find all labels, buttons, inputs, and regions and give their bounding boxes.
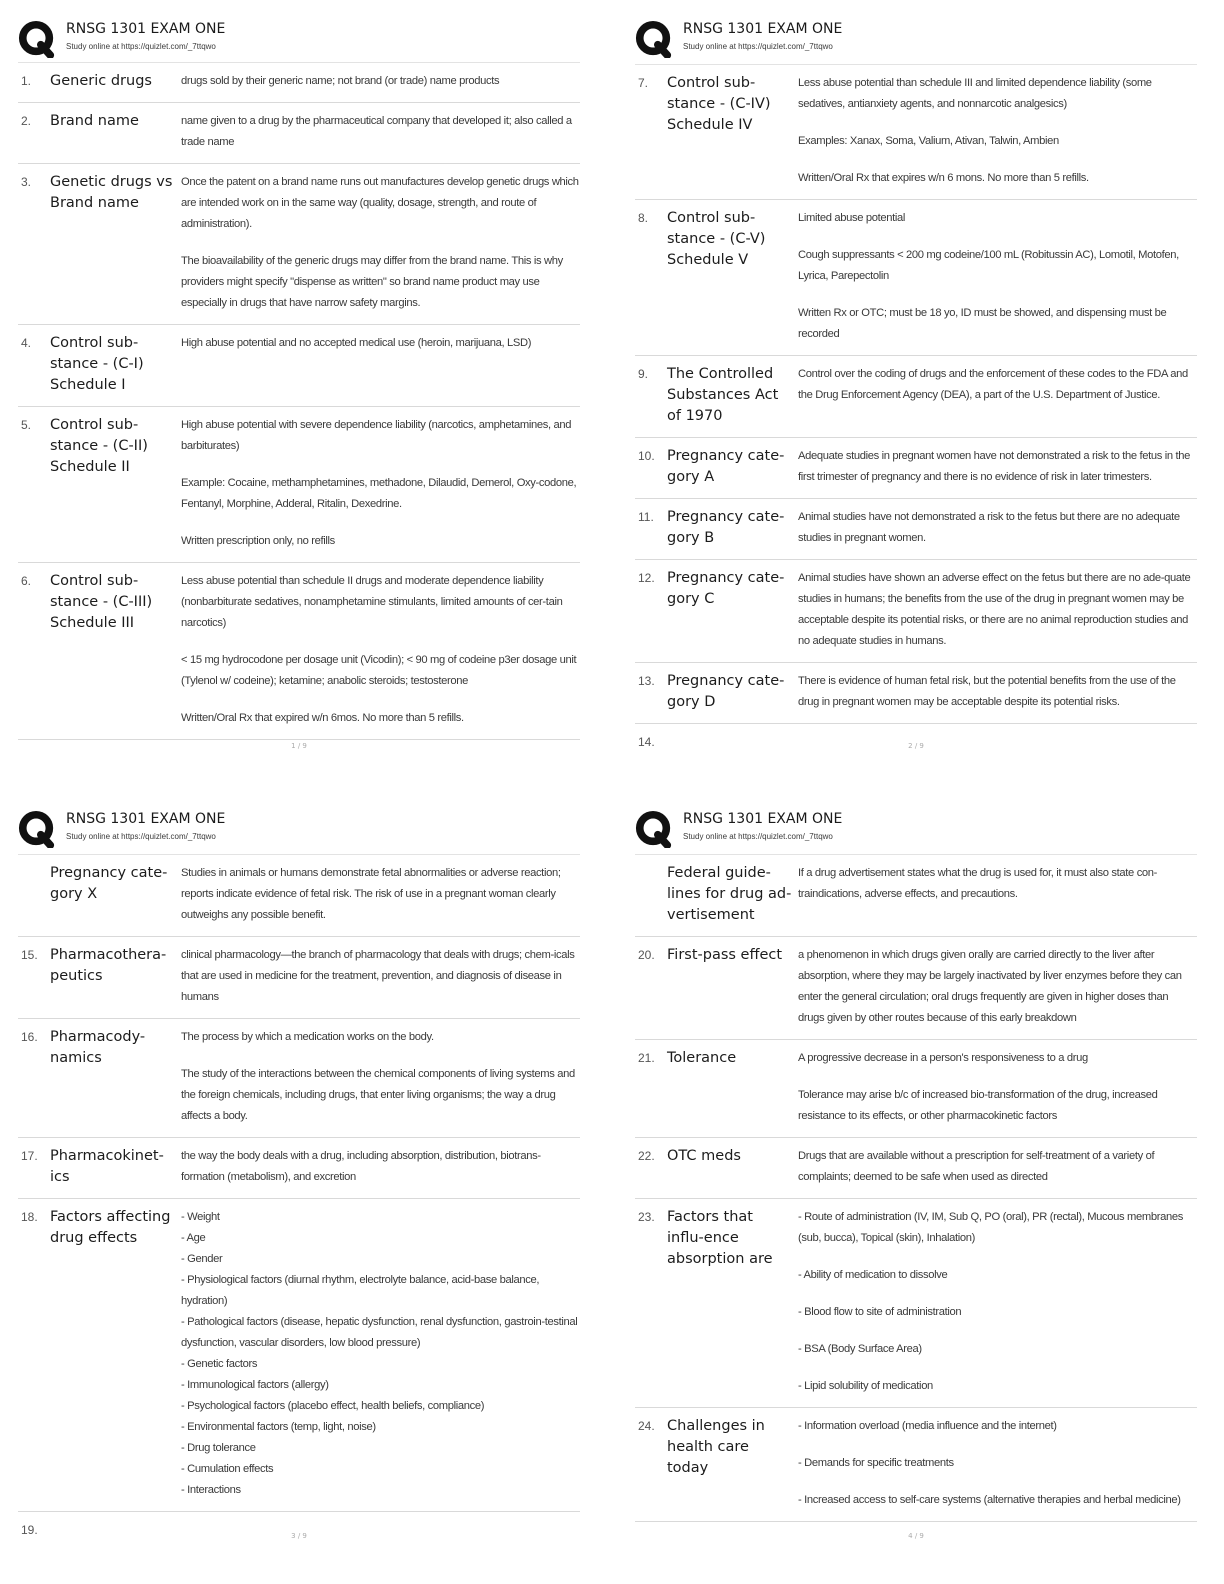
card-definition	[798, 1416, 1197, 1511]
definition-paragraph: - Demands for specific treatments	[798, 1457, 954, 1469]
flashcard-row	[18, 62, 580, 103]
page-3	[18, 808, 580, 1548]
card-term: Control sub-stance - (C-V) Schedule V	[667, 210, 766, 268]
definition-paragraph: a phenomenon in which drugs given orally are carried directly to the liver after absorption, where they may be largely inactivated by liver enzymes before they can enter the general circulation; oral drugs frequently are given in higher doses than drugs given by other routes because of this early breakdown	[798, 949, 1182, 1024]
card-list	[18, 852, 580, 1548]
card-definition	[798, 446, 1197, 488]
card-number: 9.	[638, 367, 649, 381]
definition-paragraph: Limited abuse potential	[798, 212, 906, 224]
card-term: Tolerance	[667, 1050, 737, 1066]
page-header	[635, 18, 1197, 62]
card-definition	[181, 1027, 580, 1127]
card-term: Control sub-stance - (C-IV) Schedule IV	[667, 75, 771, 133]
card-term: Brand name	[50, 113, 139, 129]
card-term: Control sub-stance - (C-II) Schedule II	[50, 417, 148, 475]
card-definition	[798, 208, 1197, 345]
definition-paragraph: Animal studies have not demonstrated a risk to the fetus but there are no adequate studies in pregnant women.	[798, 511, 1180, 544]
flashcard-row	[635, 663, 1197, 724]
card-list	[635, 852, 1197, 1522]
definition-paragraph: A progressive decrease in a person's responsiveness to a drug	[798, 1052, 1088, 1064]
card-number: 14.	[638, 735, 655, 749]
card-term: Generic drugs	[50, 73, 152, 89]
card-definition	[798, 1048, 1197, 1127]
card-term: Pregnancy cate-gory D	[667, 673, 785, 710]
flashcard-row	[18, 325, 580, 407]
flashcard-row	[635, 1408, 1197, 1522]
card-number: 11.	[638, 510, 654, 524]
page-footer: 2 / 9	[908, 742, 924, 750]
quizlet-logo-icon	[635, 810, 673, 848]
definition-paragraph: - Lipid solubility of medication	[798, 1380, 933, 1392]
definition-paragraph: name given to a drug by the pharmaceutical company that developed it; also called a trade name	[181, 115, 572, 148]
card-definition	[181, 71, 580, 92]
definition-paragraph: - Information overload (media influence and the internet)	[798, 1420, 1057, 1432]
card-number: 16.	[21, 1030, 38, 1044]
flashcard-row	[635, 1040, 1197, 1138]
doc-subtitle: Study online at https://quizlet.com/_7ttqwo	[66, 832, 216, 841]
definition-paragraph: Cough suppressants < 200 mg codeine/100 mL (Robitussin AC), Lomotil, Motofen, Lyrica, Parepectolin	[798, 249, 1179, 282]
definition-paragraph: If a drug advertisement states what the drug is used for, it must also state con-traindications, adverse effects, and precautions.	[798, 867, 1158, 900]
card-term: Factors that influ-ence absorption are	[667, 1209, 773, 1267]
page-header	[635, 808, 1197, 852]
definition-paragraph: Once the patent on a brand name runs out manufactures develop genetic drugs which are intended work on in the same way (quality, dosage, strength, and route of administration).	[181, 176, 579, 230]
definition-paragraph: Less abuse potential than schedule III and limited dependence liability (some sedatives, antianxiety agents, and nonnarcotic analgesics)	[798, 77, 1152, 110]
card-number: 23.	[638, 1210, 655, 1224]
card-definition	[181, 571, 580, 729]
card-definition	[181, 172, 580, 314]
doc-title: RNSG 1301 EXAM ONE	[683, 21, 843, 37]
card-definition	[798, 364, 1197, 427]
flashcard-row	[635, 499, 1197, 560]
doc-title: RNSG 1301 EXAM ONE	[66, 811, 226, 827]
card-definition	[798, 568, 1197, 652]
card-term: First-pass effect	[667, 947, 783, 963]
flashcard-row	[635, 356, 1197, 438]
doc-title: RNSG 1301 EXAM ONE	[683, 811, 843, 827]
card-term: Pharmacothera-peutics	[50, 947, 167, 984]
definition-paragraph: Written prescription only, no refills	[181, 535, 335, 547]
definition-paragraph: drugs sold by their generic name; not brand (or trade) name products	[181, 75, 500, 87]
flashcard-row	[635, 200, 1197, 356]
definition-paragraph: Written/Oral Rx that expired w/n 6mos. No more than 5 refills.	[181, 712, 464, 724]
card-list	[18, 62, 580, 740]
doc-title: RNSG 1301 EXAM ONE	[66, 21, 226, 37]
page-header	[18, 808, 580, 852]
card-number: 5.	[21, 418, 32, 432]
doc-subtitle: Study online at https://quizlet.com/_7ttqwo	[683, 42, 833, 51]
card-number: 19.	[21, 1523, 38, 1537]
flashcard-row	[635, 1138, 1197, 1199]
flashcard-row	[18, 1019, 580, 1138]
card-number: 13.	[638, 674, 655, 688]
card-number: 3.	[21, 175, 32, 189]
card-number: 22.	[638, 1149, 655, 1163]
card-definition	[181, 111, 580, 153]
card-definition	[798, 73, 1197, 189]
flashcard-row	[635, 560, 1197, 663]
page-footer: 3 / 9	[291, 1532, 307, 1540]
card-number: 15.	[21, 948, 38, 962]
definition-paragraph: Adequate studies in pregnant women have not demonstrated a risk to the fetus in the first trimester of pregnancy and there is no evidence of risk in later trimesters.	[798, 450, 1190, 483]
card-number: 8.	[638, 211, 649, 225]
flashcard-row	[18, 937, 580, 1019]
page-header	[18, 18, 580, 62]
card-number: 7.	[638, 76, 649, 90]
card-definition	[798, 863, 1197, 926]
definition-paragraph: Written/Oral Rx that expires w/n 6 mons. No more than 5 refills.	[798, 172, 1089, 184]
definition-paragraph: There is evidence of human fetal risk, but the potential benefits from the use of the drug in pregnant women may be acceptable despite its potential risks.	[798, 675, 1176, 708]
definition-paragraph: - BSA (Body Surface Area)	[798, 1343, 922, 1355]
definition-paragraph: The bioavailability of the generic drugs may differ from the brand name. This is why providers might specify "dispense as written" so brand name product may use especially in drugs that have narrow safety margins.	[181, 255, 563, 309]
card-list	[635, 62, 1197, 758]
flashcard-row	[635, 64, 1197, 200]
card-definition	[798, 945, 1197, 1029]
flashcard-row	[18, 1199, 580, 1512]
flashcard-row	[18, 407, 580, 563]
flashcard-row	[18, 854, 580, 937]
card-number: 17.	[21, 1149, 38, 1163]
flashcard-row	[18, 103, 580, 164]
page-2	[635, 18, 1197, 758]
card-number: 24.	[638, 1419, 655, 1433]
definition-paragraph: - Blood flow to site of administration	[798, 1306, 962, 1318]
definition-paragraph: Tolerance may arise b/c of increased bio-transformation of the drug, increased resistance to its effects, or other pharmacokinetic factors	[798, 1089, 1158, 1122]
definition-paragraph: - Ability of medication to dissolve	[798, 1269, 948, 1281]
page-1	[18, 18, 580, 758]
definition-paragraph: Less abuse potential than schedule II drugs and moderate dependence liability (nonbarbiturate sedatives, nonamphetamine stimulants, limited amounts of cer-tain narcotics)	[181, 575, 563, 629]
flashcard-row	[18, 164, 580, 325]
card-definition	[181, 415, 580, 552]
definition-paragraph: Animal studies have shown an adverse effect on the fetus but there are no ade-quate studies in humans; the benefits from the use of the drug in pregnant women may be acceptable despite its potential risks, or there are no animal reproduction studies and no adequate studies in humans.	[798, 572, 1191, 647]
flashcard-row	[635, 724, 1197, 758]
card-term: Pregnancy cate-gory A	[667, 448, 785, 485]
flashcard-row	[18, 1512, 580, 1548]
page-4	[635, 808, 1197, 1548]
page-footer: 4 / 9	[908, 1532, 924, 1540]
card-term: Control sub-stance - (C-III) Schedule III	[50, 573, 153, 631]
card-definition	[798, 1207, 1197, 1397]
card-term: Factors affecting drug effects	[50, 1209, 171, 1246]
flashcard-row	[18, 563, 580, 740]
definition-paragraph: - Route of administration (IV, IM, Sub Q, PO (oral), PR (rectal), Mucous membranes (sub, bucca), Topical (skin), Inhalation)	[798, 1211, 1183, 1244]
quizlet-logo-icon	[18, 810, 56, 848]
card-number: 1.	[21, 74, 32, 88]
flashcard-row	[635, 854, 1197, 937]
flashcard-row	[635, 1199, 1197, 1408]
card-definition	[181, 1207, 580, 1501]
page-footer: 1 / 9	[291, 742, 307, 750]
definition-paragraph: The study of the interactions between the chemical components of living systems and the foreign chemicals, including drugs, that enter living organisms; the way a drug affects a body.	[181, 1068, 575, 1122]
card-number: 20.	[638, 948, 655, 962]
flashcard-row	[635, 937, 1197, 1040]
definition-paragraph: the way the body deals with a drug, including absorption, distribution, biotrans-formation (metabolism), and excretion	[181, 1150, 541, 1183]
card-term: Pregnancy cate-gory X	[50, 865, 168, 902]
card-number: 2.	[21, 114, 32, 128]
flashcard-row	[635, 438, 1197, 499]
definition-paragraph: Studies in animals or humans demonstrate fetal abnormalities or adverse reaction; reports indicate evidence of fetal risk. The risk of use in a pregnant woman clearly outweighs any possible benefit.	[181, 867, 561, 921]
card-definition	[181, 333, 580, 396]
card-definition	[181, 863, 580, 926]
card-term: Control sub-stance - (C-I) Schedule I	[50, 335, 144, 393]
card-number: 6.	[21, 574, 32, 588]
definition-paragraph: Written Rx or OTC; must be 18 yo, ID must be showed, and dispensing must be recorded	[798, 307, 1167, 340]
doc-subtitle: Study online at https://quizlet.com/_7ttqwo	[66, 42, 216, 51]
definition-paragraph: clinical pharmacology—the branch of pharmacology that deals with drugs; chem-icals that are used in medicine for the treatment, prevention, and diagnosis of disease in humans	[181, 949, 575, 1003]
definition-paragraph: Control over the coding of drugs and the enforcement of these codes to the FDA and the Drug Enforcement Agency (DEA), a part of the U.S. Department of Justice.	[798, 368, 1188, 401]
card-definition	[181, 945, 580, 1008]
doc-subtitle: Study online at https://quizlet.com/_7ttqwo	[683, 832, 833, 841]
card-definition	[798, 1146, 1197, 1188]
card-term: Challenges in health care today	[667, 1418, 765, 1476]
card-term: Pregnancy cate-gory B	[667, 509, 785, 546]
card-term: Pharmacokinet-ics	[50, 1148, 164, 1185]
card-number: 18.	[21, 1210, 38, 1224]
card-number: 10.	[638, 449, 655, 463]
definition-paragraph: High abuse potential with severe dependence liability (narcotics, amphetamines, and barbiturates)	[181, 419, 572, 452]
card-number: 12.	[638, 571, 655, 585]
card-number	[18, 863, 50, 926]
card-term: Pharmacody-namics	[50, 1029, 146, 1066]
card-definition	[181, 1146, 580, 1188]
card-term: Genetic drugs vs Brand name	[50, 174, 173, 211]
card-term: Federal guide-lines for drug ad-vertisement	[667, 865, 792, 923]
card-definition	[798, 671, 1197, 713]
definition-paragraph: < 15 mg hydrocodone per dosage unit (Vicodin); < 90 mg of codeine p3er dosage unit (Tylenol w/ codeine); ketamine; anabolic steroids; testosterone	[181, 654, 577, 687]
definition-paragraph: Drugs that are available without a prescription for self-treatment of a variety of complaints; deemed to be safe when used as directed	[798, 1150, 1155, 1183]
quizlet-logo-icon	[635, 20, 673, 58]
definition-paragraph: Example: Cocaine, methamphetamines, methadone, Dilaudid, Demerol, Oxy-codone, Fentanyl, Morphine, Adderal, Ritalin, Dexedrine.	[181, 477, 577, 510]
flashcard-row	[18, 1138, 580, 1199]
definition-paragraph: The process by which a medication works on the body.	[181, 1031, 434, 1043]
card-number: 4.	[21, 336, 32, 350]
card-definition	[798, 507, 1197, 549]
definition-paragraph: - Increased access to self-care systems (alternative therapies and herbal medicine)	[798, 1494, 1181, 1506]
definition-paragraph: High abuse potential and no accepted medical use (heroin, marijuana, LSD)	[181, 337, 532, 349]
card-term: Pregnancy cate-gory C	[667, 570, 785, 607]
card-number	[635, 863, 667, 926]
definition-paragraph: Examples: Xanax, Soma, Valium, Ativan, Talwin, Ambien	[798, 135, 1059, 147]
definition-paragraph: - Weight - Age - Gender - Physiological factors (diurnal rhythm, electrolyte balance, acid-base balance, hydration) - Pathological factors (disease, hepatic dysfunction, renal dysfunction, gastroin-testinal dysfunction, vascular disorders, low blood pressure) - Genetic factors - Immunological factors (allergy) - Psychological factors (placebo effect, health beliefs, compliance) - Environmental factors (temp, light, noise) - Drug tolerance - Cumulation effects - Interactions	[181, 1211, 578, 1496]
quizlet-logo-icon	[18, 20, 56, 58]
card-number: 21.	[638, 1051, 655, 1065]
card-term: OTC meds	[667, 1148, 741, 1164]
card-term: The Controlled Substances Act of 1970	[667, 366, 779, 424]
